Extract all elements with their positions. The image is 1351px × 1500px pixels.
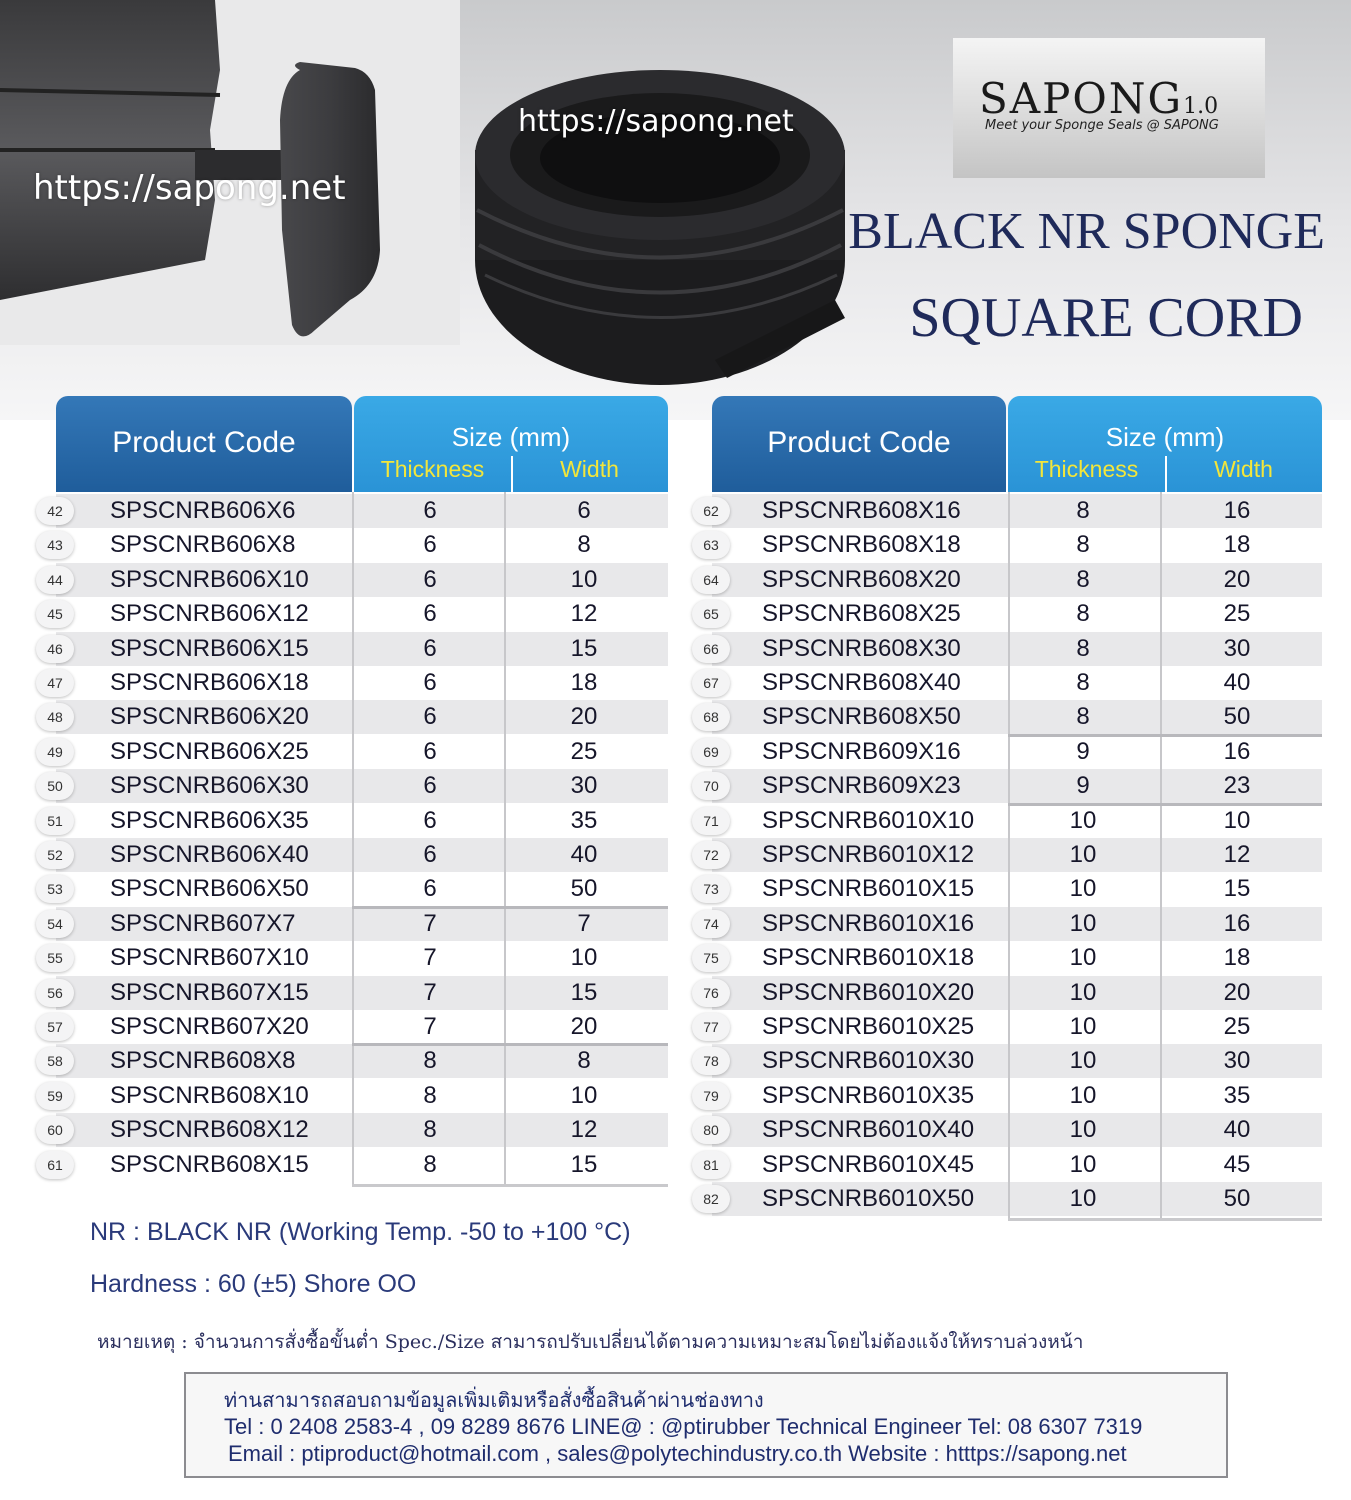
width-cell: 23	[1223, 772, 1251, 800]
width-cell: 12	[570, 1116, 598, 1144]
thickness-cell: 6	[423, 772, 437, 800]
product-code-cell: SPSCNRB607X20	[110, 1013, 309, 1040]
row-number-badge: 47	[36, 669, 74, 697]
row-number-badge: 68	[692, 703, 730, 731]
width-cell: 40	[1223, 1116, 1251, 1144]
row-number-badge: 79	[692, 1082, 730, 1110]
table-row	[703, 1113, 1322, 1147]
width-cell: 15	[1223, 875, 1251, 903]
row-number-badge: 57	[36, 1013, 74, 1041]
width-cell: 8	[577, 531, 591, 559]
width-cell: 20	[1223, 978, 1251, 1006]
header-size-label: Size (mm)	[1105, 422, 1225, 452]
logo-name: SAPONG	[979, 74, 1184, 123]
product-code-cell: SPSCNRB606X40	[110, 841, 309, 868]
contact-email-website: Email : ptiproduct@hotmail.com , sales@polytechindustry.co.th Website : htttps://sapong.net	[228, 1441, 1127, 1466]
thickness-cell: 10	[1069, 1150, 1097, 1178]
table-row	[703, 907, 1322, 941]
width-cell: 20	[570, 1013, 598, 1040]
hero-banner	[0, 0, 1351, 420]
table-row	[703, 632, 1322, 666]
row-number-badge: 65	[692, 600, 730, 628]
thickness-cell: 7	[423, 978, 437, 1006]
table-row	[703, 1010, 1322, 1044]
material-note: NR : BLACK NR (Working Temp. -50 to +100 °C)	[90, 1218, 631, 1246]
group-separator	[352, 1043, 668, 1046]
header-size	[354, 396, 668, 492]
product-code-cell: SPSCNRB608X30	[762, 634, 961, 662]
width-cell: 45	[1223, 1150, 1251, 1178]
group-separator	[1008, 734, 1322, 737]
row-number-badge: 72	[692, 841, 730, 869]
product-code-cell: SPSCNRB6010X10	[762, 806, 975, 834]
table-row	[47, 872, 668, 906]
row-number-badge: 61	[36, 1151, 74, 1179]
width-cell: 10	[570, 944, 598, 972]
thickness-cell: 6	[423, 806, 437, 834]
table-row	[47, 1044, 668, 1078]
sapong-logo	[953, 38, 1265, 178]
page-title-line1: BLACK NR SPONGE	[848, 203, 1325, 260]
row-number-badge: 59	[36, 1082, 74, 1110]
row-number-badge: 82	[692, 1185, 730, 1213]
product-code-cell: SPSCNRB608X12	[110, 1116, 309, 1144]
width-cell: 40	[570, 841, 598, 868]
thickness-cell: 10	[1069, 944, 1097, 972]
width-cell: 16	[1223, 737, 1251, 765]
row-number-badge: 76	[692, 979, 730, 1007]
thickness-cell: 8	[1076, 703, 1090, 731]
header-product-code-label: Product Code	[112, 426, 296, 459]
product-code-cell: SPSCNRB6010X12	[762, 841, 975, 868]
width-cell: 30	[570, 772, 598, 800]
table-row	[703, 735, 1322, 769]
width-cell: 8	[577, 1047, 591, 1075]
header-product-code	[56, 396, 352, 492]
table-row	[47, 597, 668, 631]
table-row	[703, 494, 1322, 528]
group-separator	[352, 906, 668, 909]
table-row	[47, 1113, 668, 1147]
width-cell: 30	[1223, 1047, 1251, 1075]
row-number-badge: 53	[36, 875, 74, 903]
thickness-cell: 6	[423, 669, 437, 696]
table-row	[703, 1148, 1322, 1182]
table-row	[47, 666, 668, 700]
table-row	[703, 666, 1322, 700]
header-product-code-label: Product Code	[767, 426, 951, 459]
header-width-label: Width	[1214, 456, 1273, 482]
row-number-badge: 56	[36, 979, 74, 1007]
thickness-cell: 8	[1076, 600, 1090, 628]
contact-box	[184, 1372, 1228, 1478]
width-cell: 25	[570, 737, 598, 765]
row-number-badge: 60	[36, 1116, 74, 1144]
product-code-cell: SPSCNRB606X15	[110, 634, 309, 662]
product-code-cell: SPSCNRB606X50	[110, 875, 309, 903]
row-number-badge: 75	[692, 944, 730, 972]
product-code-cell: SPSCNRB608X20	[762, 565, 961, 593]
page-title-line2: SQUARE CORD	[909, 287, 1303, 349]
table-row	[47, 941, 668, 975]
table-row	[47, 528, 668, 562]
product-code-cell: SPSCNRB608X18	[762, 531, 961, 559]
row-number-badge: 50	[36, 772, 74, 800]
width-cell: 40	[1223, 669, 1251, 696]
product-code-cell: SPSCNRB606X10	[110, 565, 309, 593]
product-code-cell: SPSCNRB6010X25	[762, 1013, 975, 1040]
product-code-cell: SPSCNRB608X16	[762, 497, 961, 524]
header-size-label: Size (mm)	[451, 422, 571, 452]
width-cell: 16	[1223, 497, 1251, 524]
row-number-badge: 46	[36, 635, 74, 663]
row-number-badge: 70	[692, 772, 730, 800]
width-cell: 50	[570, 875, 598, 903]
thickness-cell: 8	[1076, 531, 1090, 559]
product-code-cell: SPSCNRB609X16	[762, 737, 961, 765]
header-thickness-label: Thickness	[380, 456, 485, 482]
table-row	[703, 1182, 1322, 1216]
row-number-badge: 69	[692, 738, 730, 766]
table-row	[703, 941, 1322, 975]
width-cell: 12	[570, 600, 598, 628]
row-number-badge: 48	[36, 703, 74, 731]
table-row	[703, 769, 1322, 803]
row-number-badge: 55	[36, 944, 74, 972]
thickness-cell: 7	[423, 944, 437, 972]
width-cell: 18	[1223, 531, 1251, 559]
product-code-cell: SPSCNRB6010X45	[762, 1150, 975, 1178]
row-number-badge: 49	[36, 738, 74, 766]
thickness-cell: 10	[1069, 1081, 1097, 1109]
row-number-badge: 64	[692, 566, 730, 594]
thickness-cell: 10	[1069, 1185, 1097, 1212]
row-number-badge: 54	[36, 910, 74, 938]
width-cell: 15	[570, 978, 598, 1006]
row-number-badge: 67	[692, 669, 730, 697]
thickness-cell: 10	[1069, 1116, 1097, 1144]
thickness-cell: 8	[1076, 497, 1090, 524]
logo-tagline: Meet your Sponge Seals @ SAPONG	[985, 118, 1219, 133]
thickness-cell: 6	[423, 737, 437, 765]
width-cell: 35	[570, 806, 598, 834]
thickness-cell: 8	[423, 1047, 437, 1075]
product-code-cell: SPSCNRB6010X40	[762, 1116, 975, 1144]
thickness-cell: 8	[1076, 634, 1090, 662]
thickness-cell: 6	[423, 875, 437, 903]
thickness-cell: 10	[1069, 909, 1097, 937]
row-number-badge: 73	[692, 875, 730, 903]
thickness-cell: 6	[423, 634, 437, 662]
product-code-cell: SPSCNRB6010X50	[762, 1185, 975, 1212]
width-cell: 50	[1223, 1185, 1251, 1212]
table-row	[47, 494, 668, 528]
table-row	[703, 528, 1322, 562]
group-separator	[1008, 803, 1322, 806]
width-cell: 10	[1223, 806, 1251, 834]
table-row	[703, 838, 1322, 872]
product-code-cell: SPSCNRB608X10	[110, 1081, 309, 1109]
width-cell: 35	[1223, 1081, 1251, 1109]
thickness-cell: 10	[1069, 875, 1097, 903]
width-cell: 6	[577, 497, 591, 524]
thickness-cell: 6	[423, 565, 437, 593]
contact-phone: Tel : 0 2408 2583-4 , 09 8289 8676 LINE@ : @ptirubber Technical Engineer Tel: 08 6307 7319	[224, 1414, 1143, 1439]
table-row	[47, 976, 668, 1010]
table-row	[703, 804, 1322, 838]
product-code-cell: SPSCNRB606X30	[110, 772, 309, 800]
width-cell: 30	[1223, 634, 1251, 662]
table-row	[47, 563, 668, 597]
product-code-cell: SPSCNRB606X6	[110, 497, 296, 524]
thickness-cell: 6	[423, 841, 437, 868]
table-row	[47, 1010, 668, 1044]
product-code-cell: SPSCNRB607X10	[110, 944, 309, 972]
thickness-cell: 6	[423, 703, 437, 731]
table-row	[47, 907, 668, 941]
thickness-cell: 10	[1069, 1013, 1097, 1040]
row-number-badge: 58	[36, 1047, 74, 1075]
width-cell: 50	[1223, 703, 1251, 731]
hardness-note: Hardness : 60 (±5) Shore OO	[90, 1270, 417, 1298]
product-code-cell: SPSCNRB608X40	[762, 669, 961, 696]
contact-intro: ท่านสามารถสอบถามข้อมูลเพิ่มเติมหรือสั่งซื้อสินค้าผ่านช่องทาง	[224, 1388, 764, 1412]
thickness-cell: 7	[423, 1013, 437, 1040]
row-number-badge: 62	[692, 497, 730, 525]
product-code-cell: SPSCNRB608X50	[762, 703, 961, 731]
product-code-cell: SPSCNRB606X25	[110, 737, 309, 765]
thickness-cell: 10	[1069, 978, 1097, 1006]
thickness-cell: 8	[1076, 669, 1090, 696]
logo-version: 1.0	[1183, 94, 1219, 119]
table-row	[47, 769, 668, 803]
width-cell: 25	[1223, 600, 1251, 628]
row-number-badge: 42	[36, 497, 74, 525]
thickness-cell: 10	[1069, 1047, 1097, 1075]
product-code-cell: SPSCNRB6010X20	[762, 978, 975, 1006]
table-row	[703, 976, 1322, 1010]
table-row	[47, 735, 668, 769]
product-code-cell: SPSCNRB6010X16	[762, 909, 975, 937]
table-row	[703, 872, 1322, 906]
table-row	[703, 1079, 1322, 1113]
product-code-cell: SPSCNRB607X15	[110, 978, 309, 1006]
table-row	[47, 1148, 668, 1182]
row-number-badge: 80	[692, 1116, 730, 1144]
table-row	[47, 632, 668, 666]
product-code-cell: SPSCNRB607X7	[110, 909, 296, 937]
watermark-text-center: https://sapong.net	[518, 104, 794, 139]
product-code-cell: SPSCNRB608X8	[110, 1047, 296, 1075]
width-cell: 16	[1223, 909, 1251, 937]
product-code-cell: SPSCNRB606X8	[110, 531, 296, 559]
row-number-badge: 81	[692, 1151, 730, 1179]
width-cell: 18	[1223, 944, 1251, 972]
thickness-cell: 10	[1069, 806, 1097, 834]
thickness-cell: 9	[1076, 772, 1090, 800]
product-code-cell: SPSCNRB6010X15	[762, 875, 975, 903]
product-code-cell: SPSCNRB6010X35	[762, 1081, 975, 1109]
watermark-text-left: https://sapong.net	[33, 168, 346, 208]
row-number-badge: 52	[36, 841, 74, 869]
header-thickness-label: Thickness	[1034, 456, 1139, 482]
product-code-cell: SPSCNRB6010X30	[762, 1047, 975, 1075]
width-cell: 15	[570, 634, 598, 662]
header-product-code	[712, 396, 1006, 492]
product-code-cell: SPSCNRB606X20	[110, 703, 309, 731]
table-row	[703, 563, 1322, 597]
width-cell: 15	[570, 1150, 598, 1178]
table-row	[47, 838, 668, 872]
product-code-cell: SPSCNRB609X23	[762, 772, 961, 800]
row-number-badge: 74	[692, 910, 730, 938]
table-row	[47, 1079, 668, 1113]
width-cell: 18	[570, 669, 598, 696]
row-number-badge: 43	[36, 531, 74, 559]
row-number-badge: 45	[36, 600, 74, 628]
table-row	[47, 804, 668, 838]
width-cell: 10	[570, 565, 598, 593]
row-number-badge: 44	[36, 566, 74, 594]
table-row	[703, 597, 1322, 631]
thai-remark: หมายเหตุ : จำนวนการสั่งซื้อขั้นต่ำ Spec./Size สามารถปรับเปลี่ยนได้ตามความเหมาะสมโดยไม่ต้องแจ้งให้ทราบล่วงหน้า	[97, 1331, 1084, 1353]
width-cell: 10	[570, 1081, 598, 1109]
product-code-cell: SPSCNRB606X35	[110, 806, 309, 834]
row-number-badge: 71	[692, 807, 730, 835]
product-code-cell: SPSCNRB608X25	[762, 600, 961, 628]
thickness-cell: 6	[423, 531, 437, 559]
row-number-badge: 77	[692, 1013, 730, 1041]
thickness-cell: 6	[423, 600, 437, 628]
header-size	[1008, 396, 1322, 492]
width-cell: 20	[570, 703, 598, 731]
thickness-cell: 6	[423, 497, 437, 524]
product-code-cell: SPSCNRB606X18	[110, 669, 309, 696]
thickness-cell: 8	[423, 1116, 437, 1144]
table-row	[703, 700, 1322, 734]
width-cell: 20	[1223, 565, 1251, 593]
table-row	[703, 1044, 1322, 1078]
width-cell: 7	[577, 909, 591, 937]
header-width-label: Width	[560, 456, 619, 482]
row-number-badge: 51	[36, 807, 74, 835]
row-number-badge: 78	[692, 1047, 730, 1075]
thickness-cell: 10	[1069, 841, 1097, 868]
thickness-cell: 8	[423, 1150, 437, 1178]
thickness-cell: 7	[423, 909, 437, 937]
row-number-badge: 66	[692, 635, 730, 663]
row-number-badge: 63	[692, 531, 730, 559]
thickness-cell: 8	[1076, 565, 1090, 593]
product-code-cell: SPSCNRB608X15	[110, 1150, 309, 1178]
thickness-cell: 8	[423, 1081, 437, 1109]
product-code-cell: SPSCNRB6010X18	[762, 944, 975, 972]
table-row	[47, 700, 668, 734]
width-cell: 25	[1223, 1013, 1251, 1040]
width-cell: 12	[1223, 841, 1251, 868]
thickness-cell: 9	[1076, 737, 1090, 765]
product-code-cell: SPSCNRB606X12	[110, 600, 309, 628]
